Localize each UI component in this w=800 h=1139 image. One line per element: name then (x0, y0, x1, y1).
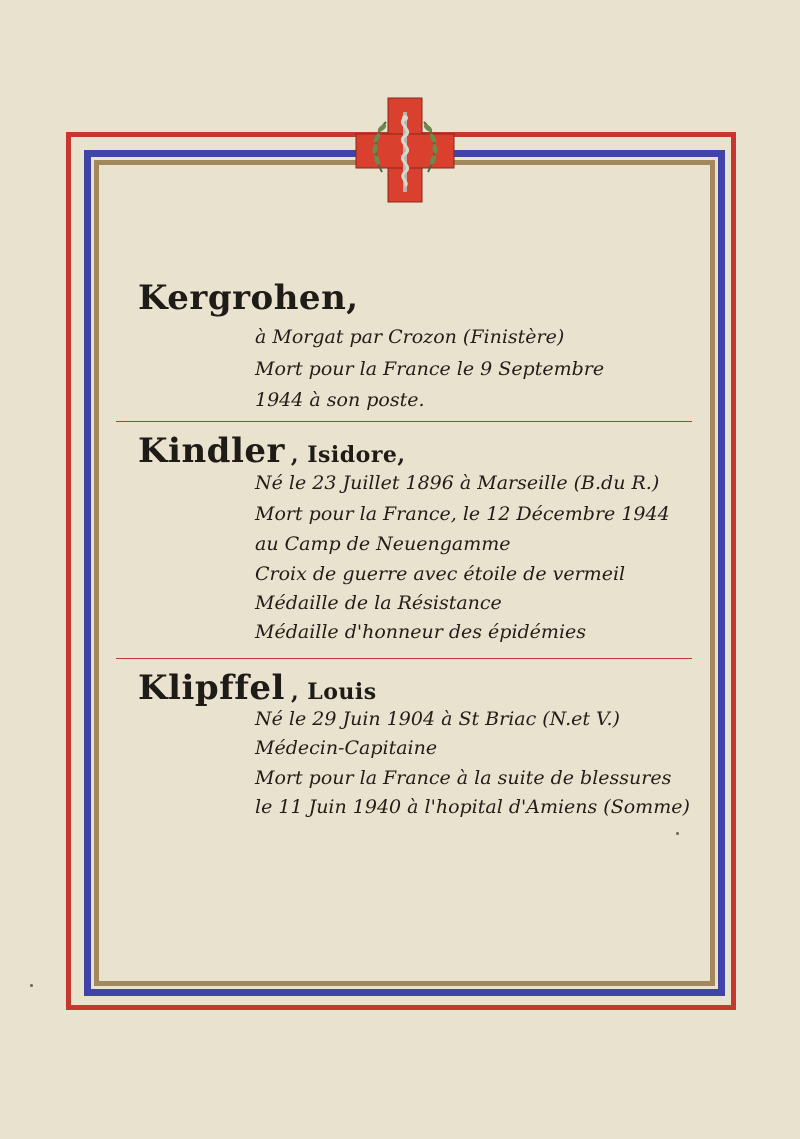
entry-2-line-1: Né le 23 Juillet 1896 à Marseille (B.du R.) (255, 472, 660, 494)
entry-2-line-4: Croix de guerre avec étoile de vermeil (255, 563, 626, 585)
entry-1-line-3: 1944 à son poste. (255, 389, 425, 411)
entry-3-line-1: Né le 29 Juin 1904 à St Briac (N.et V.) (255, 708, 620, 730)
entry-2-line-3: au Camp de Neuengamme (255, 533, 511, 555)
red-cross-emblem-icon (352, 96, 458, 204)
entry-2-name (138, 425, 406, 472)
entry-1-surname: Kergrohen, (138, 278, 359, 318)
paper-speck (676, 832, 679, 835)
paper-speck (30, 984, 33, 987)
entry-3-line-3: Mort pour la France à la suite de blessures (255, 767, 672, 789)
entry-3-given-name: , Louis (290, 679, 377, 705)
entry-2-line-2: Mort pour la France, le 12 Décembre 1944 (255, 503, 670, 525)
entry-3-surname: Klipffel (138, 668, 285, 708)
entry-1-line-2: Mort pour la France le 9 Septembre (255, 358, 605, 380)
entry-2-line-6: Médaille d'honneur des épidémies (255, 621, 587, 643)
entry-2-line-5: Médaille de la Résistance (255, 592, 502, 614)
entry-1-line-1: à Morgat par Crozon (Finistère) (255, 326, 565, 348)
divider-rule (116, 658, 692, 659)
divider-rule (116, 421, 692, 422)
entry-3-line-4: le 11 Juin 1940 à l'hopital d'Amiens (Somme) (255, 796, 690, 818)
entry-3-name (138, 662, 377, 709)
entry-1-name (138, 272, 359, 319)
entry-3-line-2: Médecin-Capitaine (255, 737, 438, 759)
entry-2-given-name: , Isidore, (290, 442, 406, 468)
entry-2-surname: Kindler (138, 431, 285, 471)
